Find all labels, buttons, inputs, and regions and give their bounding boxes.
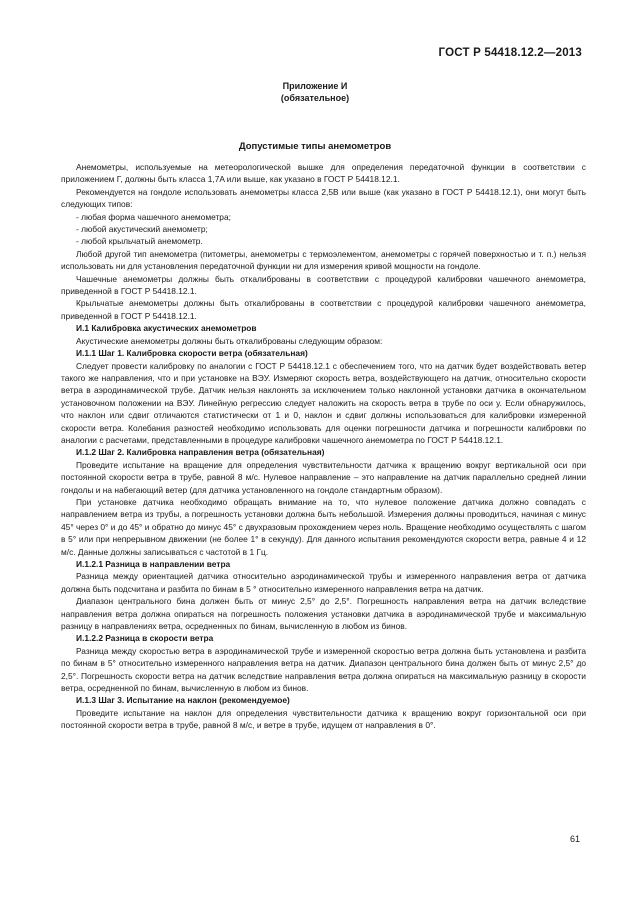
subsection-speed-heading: И.1.2.2 Разница в скорости ветра <box>76 633 214 644</box>
subsection-direction-text-2: Диапазон центрального бина должен быть от минус 2,5° до 2,5°. Погрешность направления ветра на датчик вследствие направления ветра должна опираться на погрешность положения установки датчика в аэродинамической трубе и максимальную разницу в направлениях ветра, осредненных по бинам, вычисленную в любом из бинов. <box>61 596 586 632</box>
section-intro: Акустические анемометры должны быть откалиброваны следующим образом: <box>76 335 383 346</box>
step1-heading: И.1.1 Шаг 1. Калибровка скорости ветра (обязательная) <box>76 348 308 359</box>
list-item: - любой крыльчатый анемометр. <box>76 236 203 247</box>
document-title: Допустимые типы анемометров <box>238 141 392 152</box>
paragraph-other-types: Любой другой тип анемометра (питометры, анемометры с термоэлементом, анемометры с горячей поверхностью и т. п.) нельзя использовать ни для установления передаточной функции ни для измерения кривой мощности на гондоле. <box>61 248 586 272</box>
step2-heading: И.1.2 Шаг 2. Калибровка направления ветра (обязательная) <box>76 447 325 458</box>
appendix-heading <box>0 80 630 104</box>
document-body <box>61 161 586 732</box>
step1-text: Следует провести калибровку по аналогии с ГОСТ Р 54418.12.1 с обеспечением того, что на датчик будет воздействовать ветер такого же направления, что и при установке на ВЭУ. Измеряют скорость ветра, воздействующего на датчик, относительно скорости ветра в аэродинамической трубе. Датчик нельзя наклонять за исключением только наклонной установки датчика в окончательном установочном положении на ВЭУ. Линейную регрессию следует наложить на скорость ветра в трубе по оси y. Если обнаружилось, что наклон или сдвиг отличаются статистически от 1 и 0, наклон и сдвиг должны использоваться для калибровки измеренной скорости ветра. Колебания разностей необходимо использовать для оценки погрешности датчика и погрешности калибровки по аналогии с расчетами, представленными в процедуре калибровки чашечного анемометра по ГОСТ Р 54418.12.1. <box>61 360 586 445</box>
step3-heading: И.1.3 Шаг 3. Испытание на наклон (рекомендуемое) <box>76 695 290 706</box>
list-item: - любой акустический анемометр; <box>76 224 208 235</box>
step3-text: Проведите испытание на наклон для определения чувствительности датчика к вращению вокруг горизонтальной оси при постоянной скорости ветра в трубе, равной 8 м/с, и ветре в трубе, идущем от направления в 0°. <box>61 707 586 731</box>
subsection-direction-text-1: Разница между ориентацией датчика относительно аэродинамической трубы и измеренного направления ветра от датчика должна быть подсчитана и разбита по бинам в 5 ° относительно измеренного направления ветра на датчик. <box>61 571 586 594</box>
document-header-standard: ГОСТ Р 54418.12.2—2013 <box>438 47 582 59</box>
paragraph-propeller-calibration: Крыльчатые анемометры должны быть откалиброваны в соответствии с процедурой калибровки чашечного анемометра, приведенной в ГОСТ Р 54418.12.1. <box>61 298 586 321</box>
paragraph-nacelle-recommendation: Рекомендуется на гондоле использовать анемометры класса 2,5B или выше (как указано в ГОСТ Р 54418.12.1), они могут быть следующих типов: <box>61 186 586 210</box>
step2-text-1: Проведите испытание на вращение для определения чувствительности датчика к вращению вокруг вертикальной оси при постоянной скорости ветра в трубе, равной 8 м/с. Нулевое направление – это направление на датчик параллельно средней линии гондолы и на набегающий ветер (для датчика установленного на гондоле стандартным образом). <box>61 459 586 495</box>
section-heading-acoustic: И.1 Калибровка акустических анемометров <box>76 323 257 334</box>
paragraph-class-requirement: Анемометры, используемые на метеорологической вышке для определения передаточной функции в соответствии с приложением Г, должны быть класса 1,7A или выше, как указано в ГОСТ Р 54418.12.1. <box>61 162 586 185</box>
subsection-direction-heading: И.1.2.1 Разница в направлении ветра <box>76 559 231 569</box>
step2-text-2: При установке датчика необходимо обращать внимание на то, что нулевое положение датчика должно совпадать с направлением ветра из трубы, а погрешность установки должна быть небольшой. Измерения должны проводиться, начиная с минус 45° через 0° и до 45° и обратно до минус 45° с двухразовым прохождением через ноль. Вращение необходимо осуществлять с шагом в 5° или при непрерывном движении (не более 1° в секунду). Для данного испытания рекомендуются скорости ветра, равные 4 и 12 м/с. Данные должны записываться с частотой в 1 Гц. <box>61 496 586 557</box>
appendix-title: Приложение И <box>282 81 348 91</box>
appendix-status: (обязательное) <box>280 93 350 103</box>
subsection-speed-text: Разница между скоростью ветра в аэродинамической трубе и измеренной скоростью ветра должна быть установлена и разбита по бинам в 5° относительно измеренного направления ветра на датчик. Диапазон центрального бина должен быть от минус 2,5° до 2,5°. Погрешность скорости ветра на датчик вследствие направления ветра должна опираться на максимальную разницу в скорости ветра, осредненной по бинам, вычисленную в любом из бинов. <box>61 645 586 694</box>
page-number: 61 <box>569 834 580 844</box>
paragraph-cup-calibration: Чашечные анемометры должны быть откалиброваны в соответствии с процедурой калибровки чашечного анемометра, приведенной в ГОСТ Р 54418.12.1. <box>61 273 586 297</box>
list-item: - любая форма чашечного анемометра; <box>76 211 231 222</box>
